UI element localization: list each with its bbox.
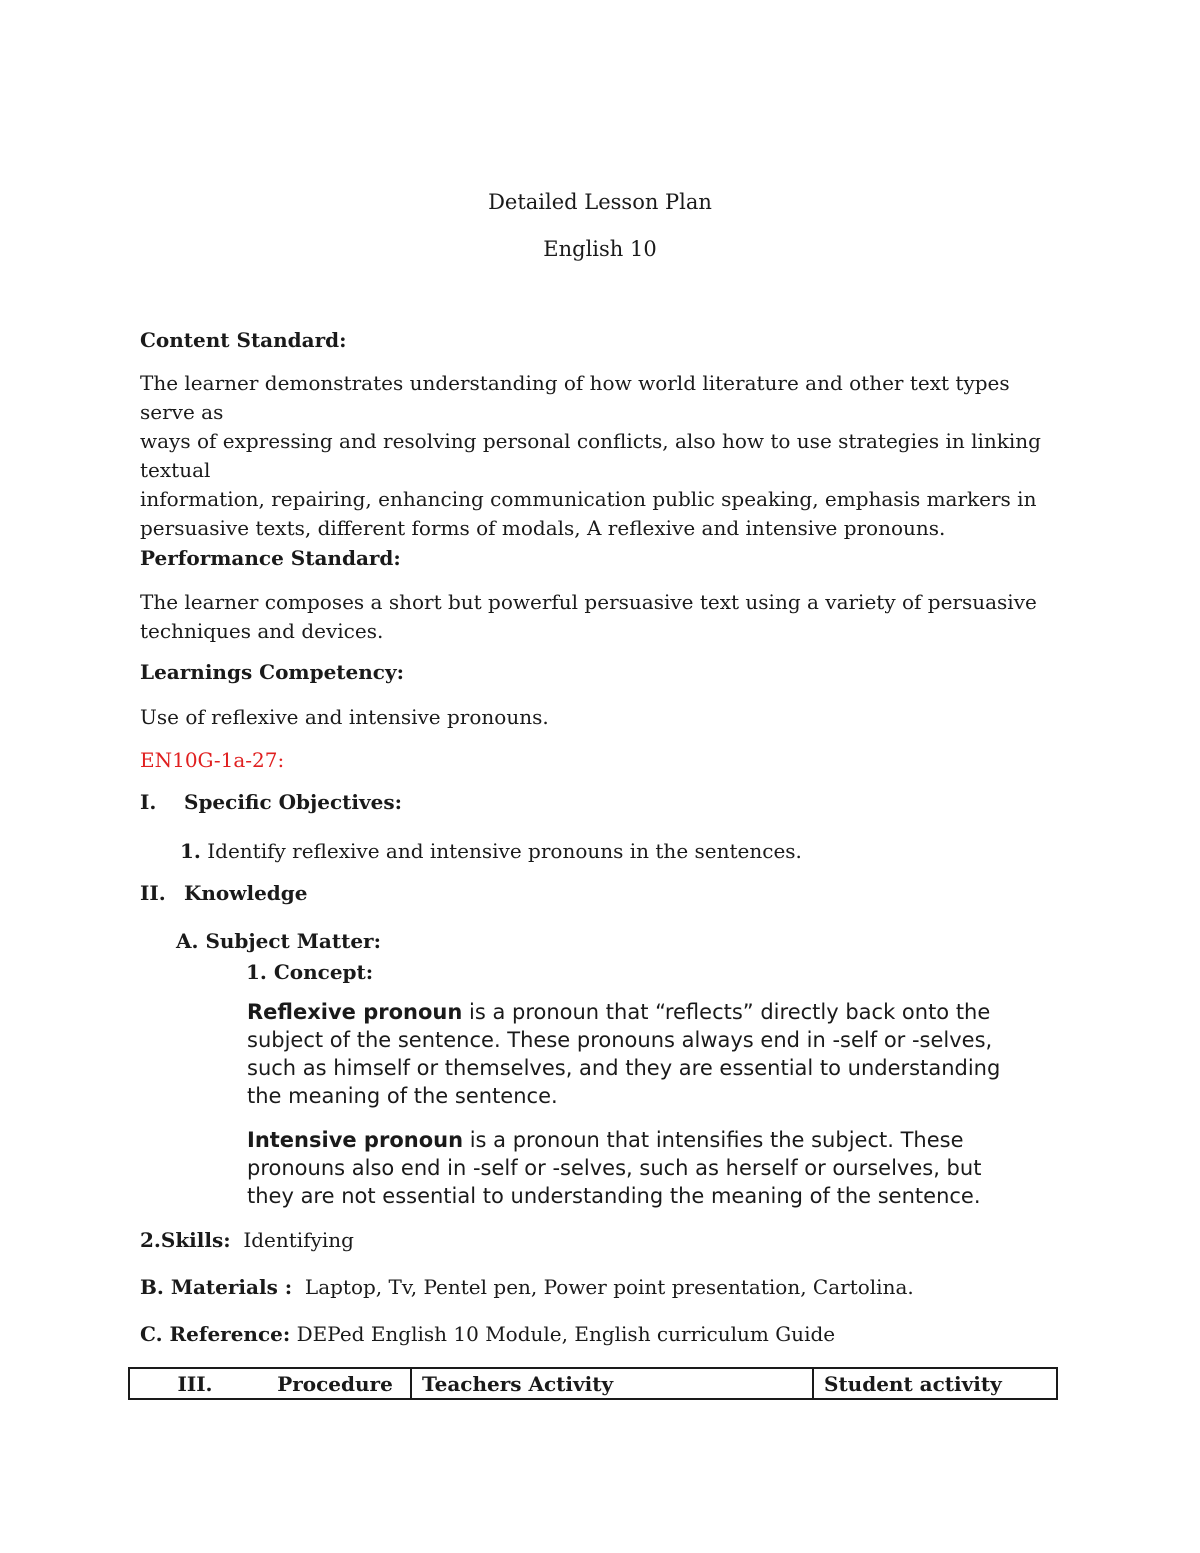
content-standard-text — [140, 369, 1060, 543]
student-activity-header: Student activity — [813, 1368, 1057, 1399]
knowledge-numeral: II. — [140, 881, 166, 905]
teachers-activity-header: Teachers Activity — [411, 1368, 813, 1399]
reference-row — [140, 1322, 835, 1346]
reflexive-definition — [247, 998, 1067, 1110]
intensive-line: they are not essential to understanding the meaning of the sentence. — [247, 1184, 981, 1208]
content-standard-line: The learner demonstrates understanding of how world literature and other text types serve as — [140, 371, 1010, 424]
competency-heading: Learnings Competency: — [140, 660, 404, 684]
procedure-header: Procedure — [260, 1368, 411, 1399]
reference-value: DEPed English 10 Module, English curriculum Guide — [296, 1322, 836, 1346]
content-standard-line: ways of expressing and resolving personal conflicts, also how to use strategies in linking textual — [140, 429, 1041, 482]
reflexive-line: the meaning of the sentence. — [247, 1084, 558, 1108]
performance-standard-heading: Performance Standard: — [140, 546, 401, 570]
content-standard-heading: Content Standard: — [140, 328, 347, 352]
procedure-table — [128, 1367, 1058, 1400]
materials-label: B. Materials : — [140, 1275, 293, 1299]
reference-label: C. Reference: — [140, 1322, 291, 1346]
subject-matter-heading: A. Subject Matter: — [176, 929, 381, 953]
reflexive-line: is a pronoun that “reflects” directly back onto the — [462, 1000, 991, 1024]
knowledge-title: Knowledge — [184, 881, 308, 905]
intensive-definition — [247, 1126, 1067, 1210]
intensive-line: is a pronoun that intensifies the subject. These — [463, 1128, 964, 1152]
competency-text: Use of reflexive and intensive pronouns. — [140, 705, 549, 729]
reflexive-term: Reflexive pronoun — [247, 1000, 463, 1024]
skills-label: 2.Skills: — [140, 1228, 231, 1252]
objective-item — [180, 839, 802, 863]
intensive-line: pronouns also end in -self or -selves, such as herself or ourselves, but — [247, 1156, 982, 1180]
skills-row — [140, 1228, 354, 1252]
content-standard-line: persuasive texts, different forms of modals, A reflexive and intensive pronouns. — [140, 516, 946, 540]
performance-standard-line: techniques and devices. — [140, 619, 384, 643]
objectives-heading — [140, 790, 402, 814]
content-standard-line: information, repairing, enhancing communication public speaking, emphasis markers in — [140, 487, 1037, 511]
performance-standard-text — [140, 588, 1060, 646]
performance-standard-line: The learner composes a short but powerful persuasive text using a variety of persuasive — [140, 590, 1037, 614]
skills-value: Identifying — [243, 1228, 354, 1252]
document-subject: English 10 — [543, 237, 657, 261]
intensive-term: Intensive pronoun — [247, 1128, 464, 1152]
objective-item-number: 1. — [180, 839, 201, 863]
reflexive-line: subject of the sentence. These pronouns always end in -self or -selves, — [247, 1028, 993, 1052]
materials-row — [140, 1275, 914, 1299]
knowledge-heading — [140, 881, 308, 905]
reflexive-line: such as himself or themselves, and they are essential to understanding — [247, 1056, 1001, 1080]
objectives-title: Specific Objectives: — [184, 790, 402, 814]
procedure-numeral: III. — [129, 1368, 260, 1399]
objectives-numeral: I. — [140, 790, 157, 814]
objective-item-text: Identify reflexive and intensive pronouns in the sentences. — [207, 839, 802, 863]
table-row — [129, 1368, 1057, 1399]
concept-heading: 1. Concept: — [246, 960, 374, 984]
document-title: Detailed Lesson Plan — [488, 190, 712, 214]
materials-value: Laptop, Tv, Pentel pen, Power point presentation, Cartolina. — [304, 1275, 914, 1299]
competency-code: EN10G-1a-27: — [140, 748, 285, 772]
